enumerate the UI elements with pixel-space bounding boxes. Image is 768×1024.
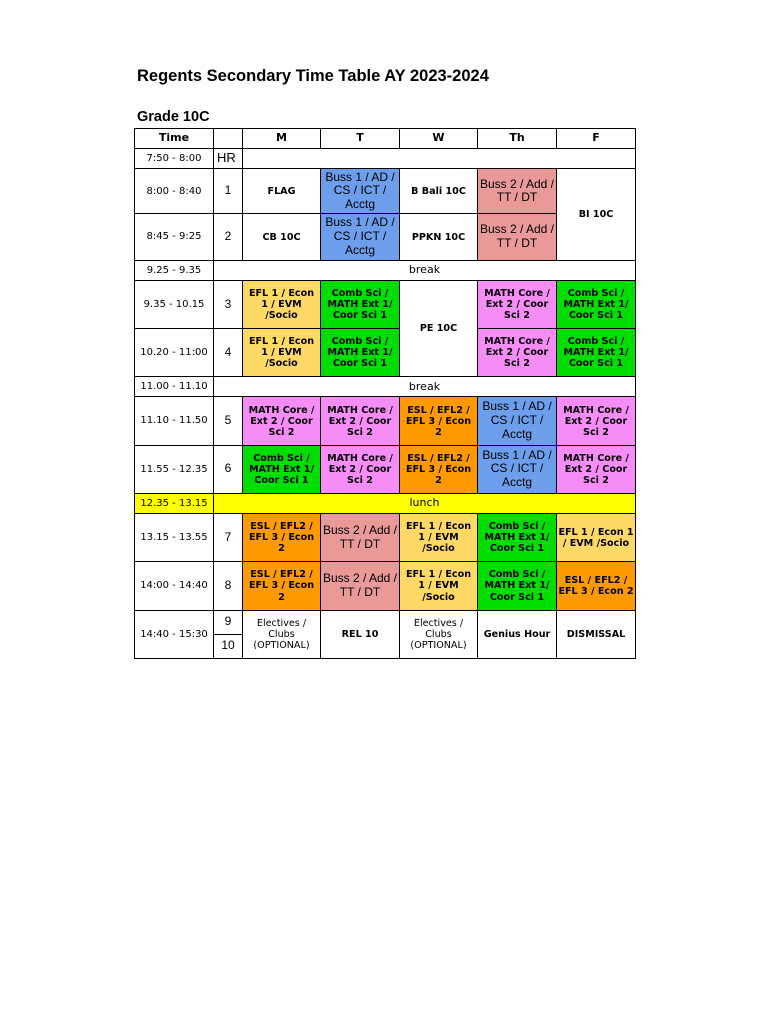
table-row bbox=[135, 377, 636, 397]
timetable bbox=[134, 128, 636, 659]
lunch-row bbox=[135, 494, 636, 514]
time-cell: 9.35 - 10.15 bbox=[135, 280, 214, 328]
class-cell: Comb Sci / MATH Ext 1/ Coor Sci 1 bbox=[557, 280, 636, 328]
homeroom-span bbox=[243, 149, 636, 169]
table-row bbox=[135, 169, 636, 214]
class-cell: ESL / EFL2 / EFL 3 / Econ 2 bbox=[243, 514, 321, 562]
class-cell: Buss 1 / AD / CS / ICT / Acctg bbox=[478, 397, 557, 445]
time-cell: 14:40 - 15:30 bbox=[135, 610, 214, 658]
time-cell: 8:00 - 8:40 bbox=[135, 169, 214, 214]
header-day-m: M bbox=[243, 129, 321, 149]
header-day-t: T bbox=[321, 129, 400, 149]
class-cell: ESL / EFL2 / EFL 3 / Econ 2 bbox=[400, 397, 478, 445]
class-cell: EFL 1 / Econ 1 / EVM /Socio bbox=[243, 280, 321, 328]
period-cell: 9 bbox=[214, 610, 243, 634]
class-cell: PE 10C bbox=[400, 280, 478, 377]
header-day-th: Th bbox=[478, 129, 557, 149]
class-cell: ESL / EFL2 / EFL 3 / Econ 2 bbox=[557, 562, 636, 610]
time-cell: 13.15 - 13.55 bbox=[135, 514, 214, 562]
period-cell: 8 bbox=[214, 562, 243, 610]
time-cell: 11.55 - 12.35 bbox=[135, 445, 214, 493]
table-row bbox=[135, 397, 636, 445]
time-cell: 12.35 - 13.15 bbox=[135, 494, 214, 514]
class-cell: FLAG bbox=[243, 169, 321, 214]
class-cell: Buss 1 / AD / CS / ICT / Acctg bbox=[321, 214, 400, 260]
class-cell: EFL 1 / Econ 1 / EVM /Socio bbox=[243, 329, 321, 377]
class-cell: ESL / EFL2 / EFL 3 / Econ 2 bbox=[243, 562, 321, 610]
class-cell: Comb Sci / MATH Ext 1/ Coor Sci 1 bbox=[243, 445, 321, 493]
header-time: Time bbox=[135, 129, 214, 149]
header-period bbox=[214, 129, 243, 149]
time-cell: 14:00 - 14:40 bbox=[135, 562, 214, 610]
period-cell: 4 bbox=[214, 329, 243, 377]
period-cell: 3 bbox=[214, 280, 243, 328]
class-cell: CB 10C bbox=[243, 214, 321, 260]
class-cell: Electives / Clubs (OPTIONAL) bbox=[243, 610, 321, 658]
class-cell: PPKN 10C bbox=[400, 214, 478, 260]
period-cell: 10 bbox=[214, 634, 243, 658]
class-cell: MATH Core / Ext 2 / Coor Sci 2 bbox=[478, 280, 557, 328]
header-row bbox=[135, 129, 636, 149]
header-day-w: W bbox=[400, 129, 478, 149]
table-row bbox=[135, 610, 636, 634]
lunch-cell: lunch bbox=[214, 494, 636, 514]
class-cell: REL 10 bbox=[321, 610, 400, 658]
grade-heading: Grade 10C bbox=[137, 109, 210, 125]
period-cell: 7 bbox=[214, 514, 243, 562]
class-cell: EFL 1 / Econ 1 / EVM /Socio bbox=[400, 562, 478, 610]
break-cell: break bbox=[214, 260, 636, 280]
class-cell: MATH Core / Ext 2 / Coor Sci 2 bbox=[557, 445, 636, 493]
class-cell: MATH Core / Ext 2 / Coor Sci 2 bbox=[478, 329, 557, 377]
class-cell: EFL 1 / Econ 1 / EVM /Socio bbox=[557, 514, 636, 562]
period-cell: 2 bbox=[214, 214, 243, 260]
class-cell: ESL / EFL2 / EFL 3 / Econ 2 bbox=[400, 445, 478, 493]
period-cell: 1 bbox=[214, 169, 243, 214]
page-title: Regents Secondary Time Table AY 2023-2024 bbox=[137, 67, 489, 85]
class-cell: Buss 1 / AD / CS / ICT / Acctg bbox=[478, 445, 557, 493]
class-cell: Comb Sci / MATH Ext 1/ Coor Sci 1 bbox=[321, 329, 400, 377]
class-cell: Buss 1 / AD / CS / ICT / Acctg bbox=[321, 169, 400, 214]
time-cell: 7:50 - 8:00 bbox=[135, 149, 214, 169]
class-cell: BI 10C bbox=[557, 169, 636, 261]
class-cell: B Bali 10C bbox=[400, 169, 478, 214]
table-row bbox=[135, 562, 636, 610]
table-row bbox=[135, 329, 636, 377]
period-cell: 6 bbox=[214, 445, 243, 493]
time-cell: 8:45 - 9:25 bbox=[135, 214, 214, 260]
class-cell: Electives / Clubs (OPTIONAL) bbox=[400, 610, 478, 658]
class-cell: Buss 2 / Add / TT / DT bbox=[321, 514, 400, 562]
table-row bbox=[135, 280, 636, 328]
class-cell: Comb Sci / MATH Ext 1/ Coor Sci 1 bbox=[321, 280, 400, 328]
header-day-f: F bbox=[557, 129, 636, 149]
table-row bbox=[135, 445, 636, 493]
table-row bbox=[135, 260, 636, 280]
class-cell: MATH Core / Ext 2 / Coor Sci 2 bbox=[321, 445, 400, 493]
class-cell: DISMISSAL bbox=[557, 610, 636, 658]
class-cell: EFL 1 / Econ 1 / EVM /Socio bbox=[400, 514, 478, 562]
class-cell: Buss 2 / Add / TT / DT bbox=[478, 169, 557, 214]
period-cell: HR bbox=[214, 149, 243, 169]
class-cell: Comb Sci / MATH Ext 1/ Coor Sci 1 bbox=[478, 514, 557, 562]
time-cell: 9.25 - 9.35 bbox=[135, 260, 214, 280]
break-cell: break bbox=[214, 377, 636, 397]
table-row bbox=[135, 149, 636, 169]
time-cell: 10.20 - 11:00 bbox=[135, 329, 214, 377]
class-cell: MATH Core / Ext 2 / Coor Sci 2 bbox=[243, 397, 321, 445]
time-cell: 11.10 - 11.50 bbox=[135, 397, 214, 445]
class-cell: Buss 2 / Add / TT / DT bbox=[478, 214, 557, 260]
class-cell: Genius Hour bbox=[478, 610, 557, 658]
period-cell: 5 bbox=[214, 397, 243, 445]
class-cell: Comb Sci / MATH Ext 1/ Coor Sci 1 bbox=[478, 562, 557, 610]
class-cell: MATH Core / Ext 2 / Coor Sci 2 bbox=[321, 397, 400, 445]
time-cell: 11.00 - 11.10 bbox=[135, 377, 214, 397]
class-cell: Buss 2 / Add / TT / DT bbox=[321, 562, 400, 610]
class-cell: Comb Sci / MATH Ext 1/ Coor Sci 1 bbox=[557, 329, 636, 377]
table-row bbox=[135, 514, 636, 562]
class-cell: MATH Core / Ext 2 / Coor Sci 2 bbox=[557, 397, 636, 445]
